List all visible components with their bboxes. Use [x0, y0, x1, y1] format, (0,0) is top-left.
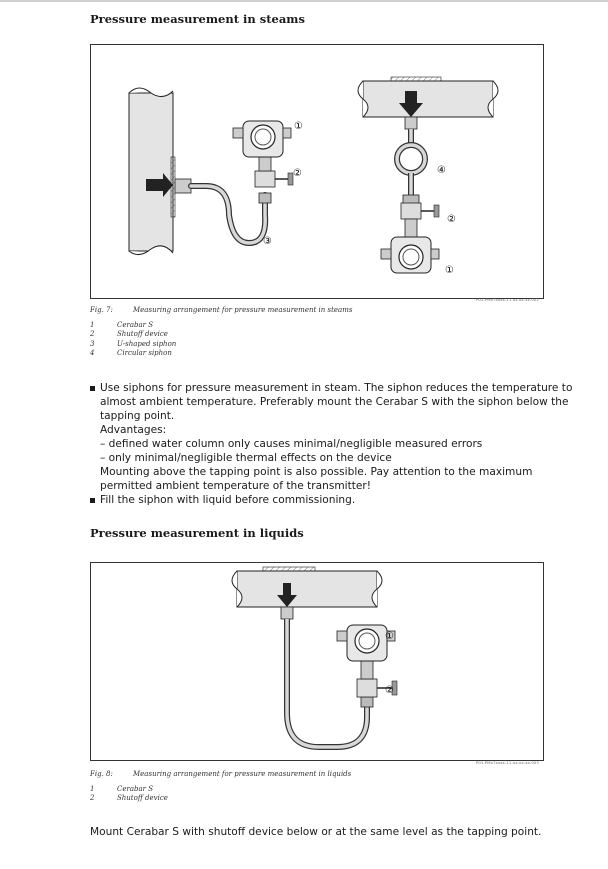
liquid-diagram: [91, 563, 543, 760]
bullet-icon: [90, 498, 95, 503]
text-line: – only minimal/negligible thermal effects on the device: [100, 452, 392, 464]
text-line: – defined water column only causes minimal/negligible measured errors: [100, 438, 483, 450]
circular-siphon: [397, 117, 425, 195]
callout-1-left: ①: [294, 121, 303, 132]
horizontal-steam-pipe: [358, 77, 498, 117]
callout-3: ③: [263, 236, 272, 247]
callout-1-right: ①: [445, 265, 454, 276]
page-top-rule: [0, 0, 608, 2]
callout-4: ④: [437, 165, 446, 176]
text-line: Use siphons for pressure measurement in steam. The siphon reduces the temperature to: [100, 382, 573, 394]
bullet-icon: [90, 386, 95, 391]
figure-code: P01-PMx7xxxx-11-xx-xx-xx-002: [476, 297, 539, 302]
bullet-item: [90, 493, 550, 507]
steam-diagram: [91, 45, 543, 298]
horizontal-liquid-pipe: [232, 567, 382, 607]
cerabar-transmitter-left: [233, 121, 293, 203]
cerabar-transmitter-right: [381, 195, 439, 273]
callout-2-right: ②: [447, 214, 456, 225]
text-line: permitted ambient temperature of the transmitter!: [100, 480, 372, 492]
callout-2-left: ②: [293, 168, 302, 179]
figure-caption-text: Measuring arrangement for pressure measurement in liquids: [133, 770, 352, 778]
figure-number: Fig. 8:: [90, 770, 113, 778]
text-line: Mounting above the tapping point is also possible. Pay attention to the maximum: [100, 466, 533, 478]
steam-instructions: [90, 381, 573, 507]
figure-steam-arrangement: [90, 44, 544, 299]
closing-instruction: Mount Cerabar S with shutoff device below or at the same level as the tapping point.: [90, 826, 542, 838]
text-line: almost ambient temperature. Preferably mount the Cerabar S with the siphon below the: [100, 396, 569, 408]
figure-liquid-arrangement: [90, 562, 544, 761]
vertical-steam-pipe: [129, 88, 175, 255]
bullet-item: [90, 381, 573, 493]
text-line: Advantages:: [100, 424, 167, 436]
figure-number: Fig. 7:: [90, 306, 113, 314]
callout-1: ①: [385, 631, 394, 642]
u-shaped-siphon: [175, 179, 265, 243]
figure-code: P01-PMx7xxxx-11-xx-xx-xx-003: [476, 760, 539, 765]
section-heading-liquids: Pressure measurement in liquids: [90, 526, 304, 540]
figure-caption-text: Measuring arrangement for pressure measurement in steams: [133, 306, 353, 314]
text-line: Fill the siphon with liquid before commissioning.: [100, 494, 356, 506]
text-line: tapping point.: [100, 410, 175, 422]
callout-2: ②: [385, 685, 394, 696]
section-heading-steams: Pressure measurement in steams: [90, 12, 305, 26]
